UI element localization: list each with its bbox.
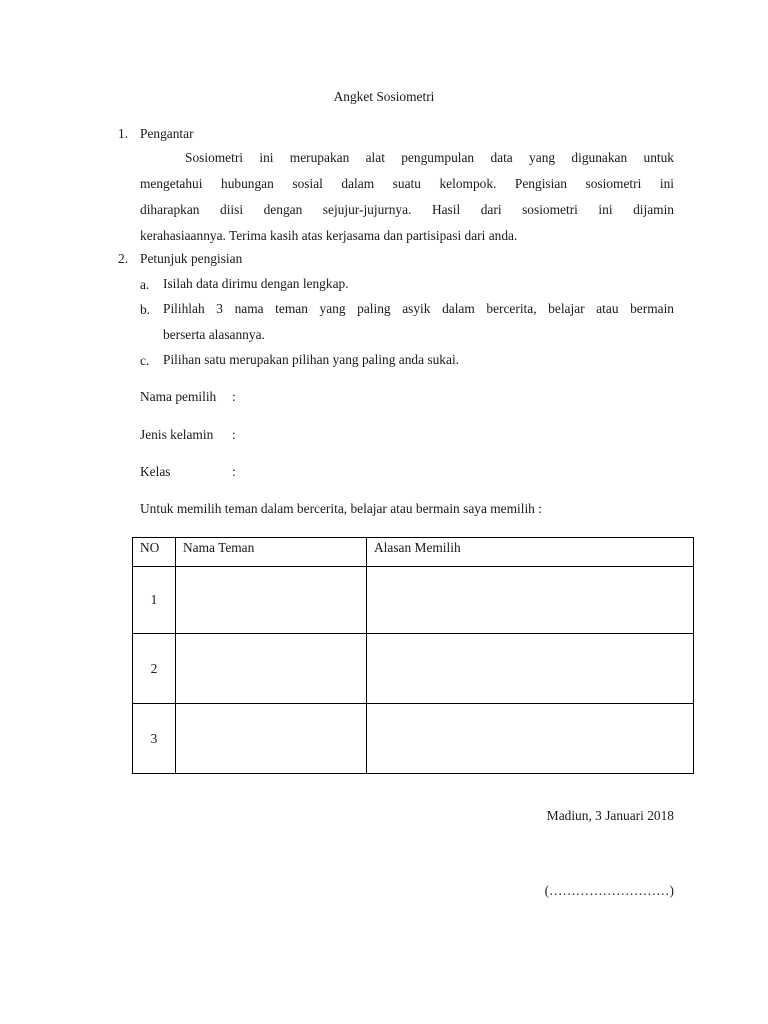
- row-number: 2: [133, 634, 176, 704]
- place-date: Madiun, 3 Januari 2018: [546, 808, 674, 823]
- intro-paragraph: [140, 145, 674, 249]
- instruction-c: [163, 347, 674, 373]
- intro-line: kerahasiaannya. Terima kasih atas kerjasama dan partisipasi dari anda.: [140, 228, 518, 243]
- friend-name-cell[interactable]: [176, 567, 367, 634]
- instruction-line: Pilihlah 3 nama teman yang paling asyik dalam bercerita, belajar atau bermain: [163, 301, 674, 316]
- intro-line: Sosiometri ini merupakan alat pengumpulan data yang digunakan untuk: [185, 150, 674, 165]
- section-1-number: 1.: [118, 126, 129, 141]
- reason-cell[interactable]: [367, 567, 694, 634]
- table-row: [133, 704, 694, 774]
- section-1-heading: Pengantar: [140, 126, 194, 141]
- reason-cell[interactable]: [367, 704, 694, 774]
- table-instruction: Untuk memilih teman dalam bercerita, belajar atau bermain saya memilih :: [140, 501, 542, 516]
- table-row: [133, 567, 694, 634]
- reason-cell[interactable]: [367, 634, 694, 704]
- instruction-c-letter: c.: [140, 353, 150, 368]
- section-2-heading: Petunjuk pengisian: [140, 251, 243, 266]
- section-2-number: 2.: [118, 251, 129, 266]
- header-friend-name: Nama Teman: [176, 538, 367, 567]
- header-no: NO: [133, 538, 176, 567]
- friend-name-cell[interactable]: [176, 704, 367, 774]
- instruction-a: [163, 271, 674, 297]
- table-header-row: [133, 538, 694, 567]
- instruction-line: Pilihan satu merupakan pilihan yang paling anda sukai.: [163, 352, 460, 367]
- signature-line: (………………………): [544, 883, 674, 898]
- instruction-a-letter: a.: [140, 277, 150, 292]
- table-row: [133, 634, 694, 704]
- instruction-line: Isilah data dirimu dengan lengkap.: [163, 276, 349, 291]
- instruction-b-letter: b.: [140, 302, 151, 317]
- intro-line: diharapkan diisi dengan sejujur-jujurnya. Hasil dari sosiometri ini dijamin: [140, 202, 674, 217]
- field-class-label: Kelas: [140, 464, 171, 479]
- intro-line: mengetahui hubungan sosial dalam suatu kelompok. Pengisian sosiometri ini: [140, 176, 674, 191]
- instruction-b: [163, 296, 674, 348]
- field-class-colon: :: [232, 464, 236, 479]
- field-name-colon: :: [232, 389, 236, 404]
- friend-name-cell[interactable]: [176, 634, 367, 704]
- row-number: 1: [133, 567, 176, 634]
- field-gender-colon: :: [232, 427, 236, 442]
- document-title: Angket Sosiometri: [333, 89, 435, 104]
- friend-choice-table: [132, 537, 694, 774]
- instruction-line: berserta alasannya.: [163, 327, 265, 342]
- header-reason: Alasan Memilih: [367, 538, 694, 567]
- row-number: 3: [133, 704, 176, 774]
- field-gender-label: Jenis kelamin: [140, 427, 214, 442]
- field-name-label: Nama pemilih: [140, 389, 217, 404]
